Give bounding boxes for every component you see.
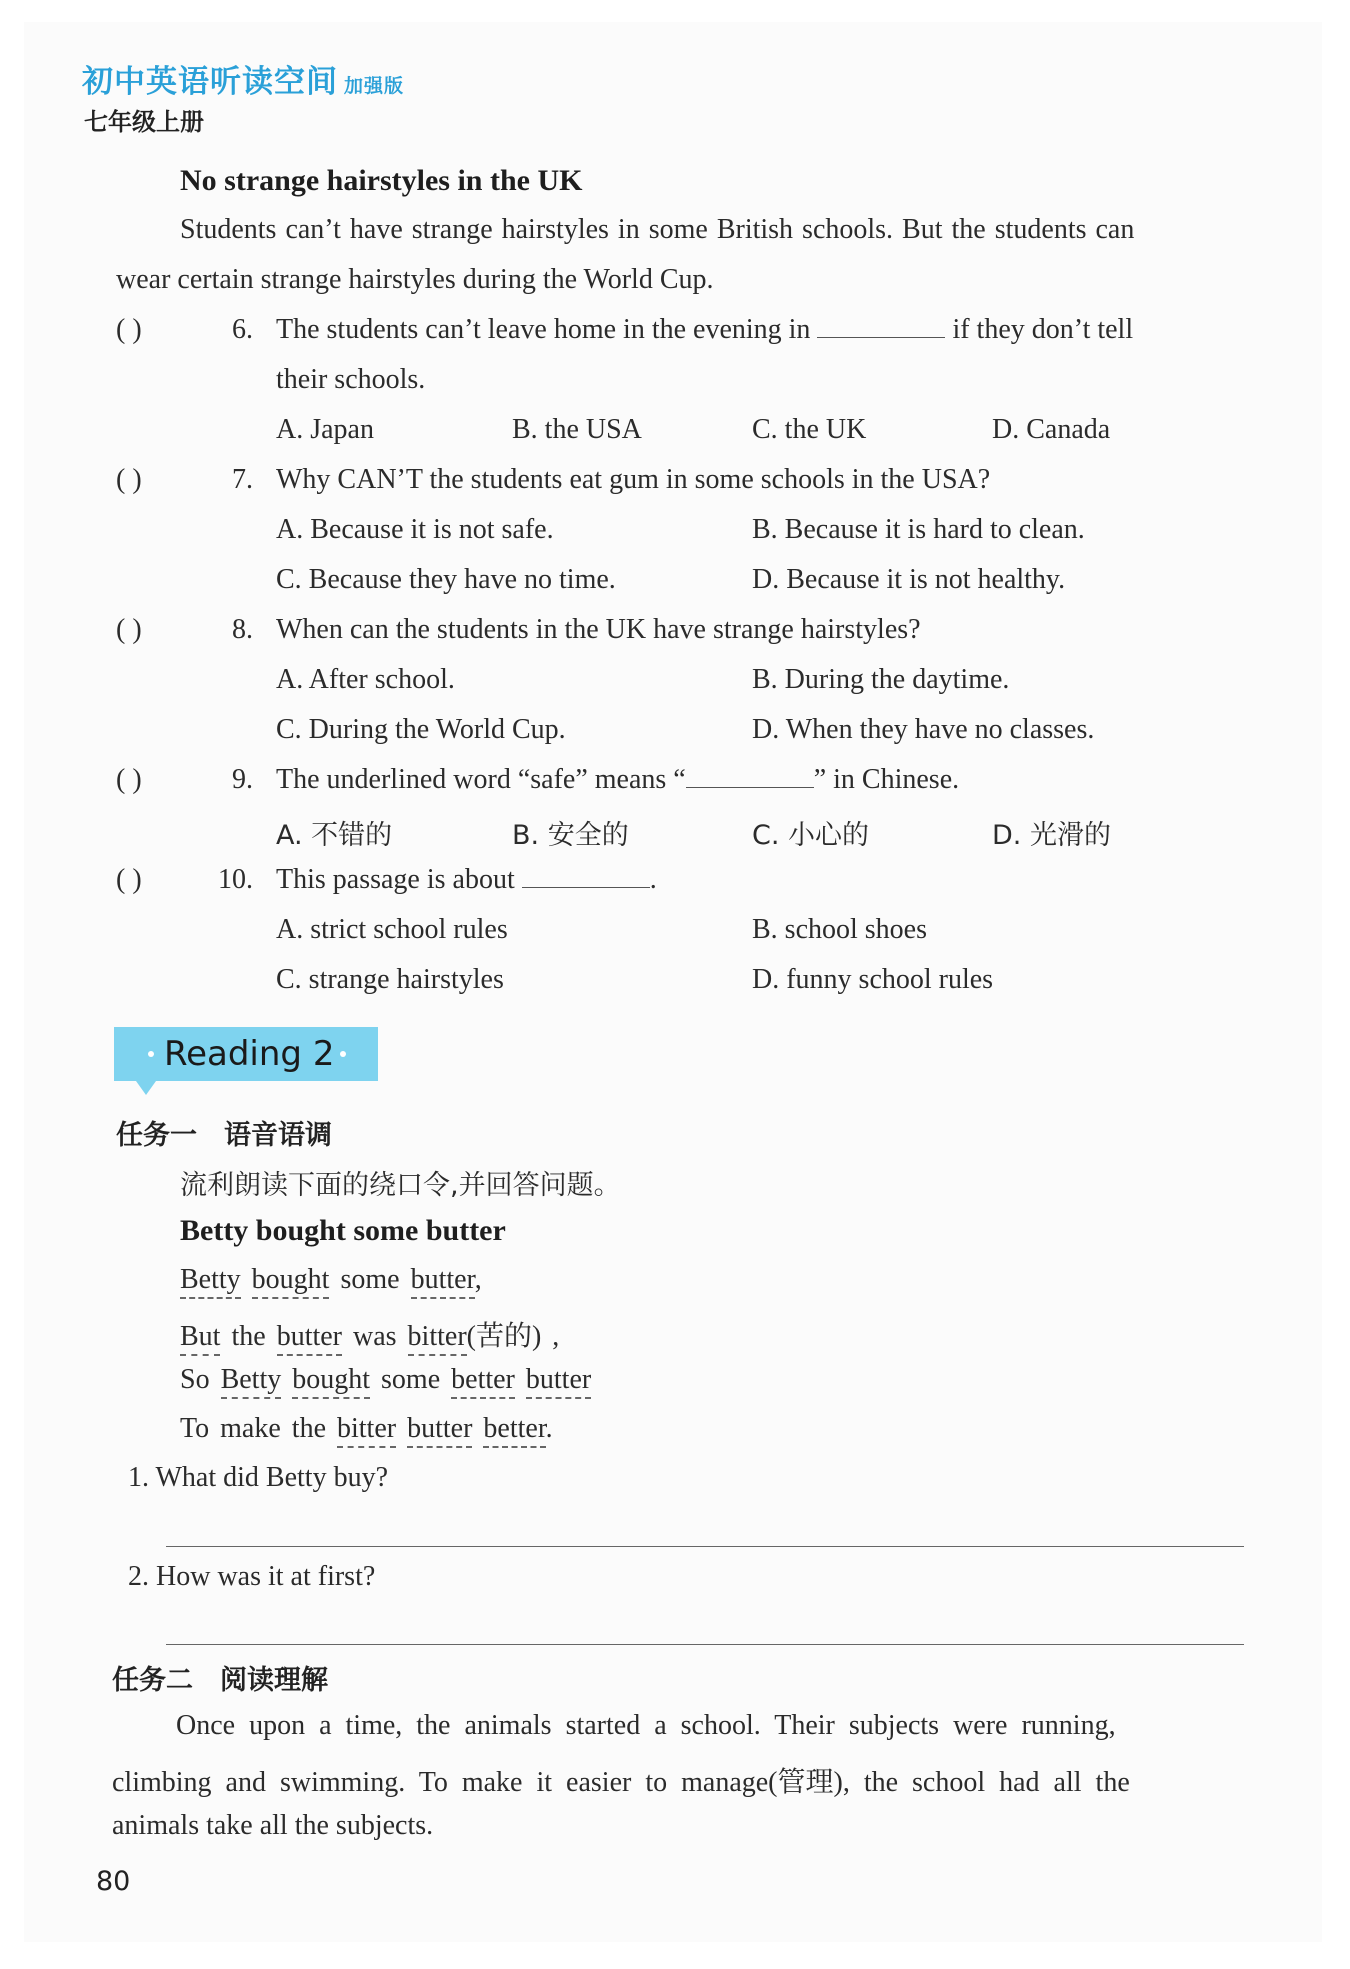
tongue-twister-line-4 xyxy=(180,1413,553,1445)
answer-paren-6[interactable]: ( ) xyxy=(116,314,142,345)
question-10-stem-end: . xyxy=(649,864,657,895)
passage-subtitle: No strange hairstyles in the UK xyxy=(180,164,583,197)
stress-word: butter xyxy=(277,1321,342,1356)
question-8-option-c: C. During the World Cup. xyxy=(276,714,566,745)
question-number-6: 6. xyxy=(232,314,253,345)
tongue-twister-line-1 xyxy=(180,1264,482,1296)
plain-word: the xyxy=(231,1321,266,1352)
answer-paren-7[interactable]: ( ) xyxy=(116,464,142,495)
question-7-option-c: C. Because they have no time. xyxy=(276,564,616,595)
stress-word: better xyxy=(451,1364,515,1399)
task2-passage-line-3: animals take all the subjects. xyxy=(112,1810,434,1841)
task1-instruction: 流利朗读下面的绕口令,并回答问题。 xyxy=(180,1170,621,1201)
stress-word: Betty xyxy=(221,1364,282,1399)
question-7-option-b: B. Because it is hard to clean. xyxy=(752,514,1085,545)
question-8-option-d: D. When they have no classes. xyxy=(752,714,1095,745)
passage-line-2: wear certain strange hairstyles during the World Cup. xyxy=(116,264,714,295)
question-10-blank[interactable] xyxy=(522,865,650,888)
task2-passage-line-2: climbing and swimming. To make it easier to manage(管理), the school had all the xyxy=(112,1767,1130,1798)
grade-label: 七年级上册 xyxy=(84,108,204,136)
stress-word: better xyxy=(483,1413,545,1448)
question-6-stem-line2: their schools. xyxy=(276,364,426,395)
question-6-blank[interactable] xyxy=(817,315,945,338)
question-7-option-a: A. Because it is not safe. xyxy=(276,514,554,545)
question-6-stem xyxy=(276,314,1133,346)
tongue-twister-title: Betty bought some butter xyxy=(180,1214,506,1247)
task2-passage-line-1: Once upon a time, the animals started a school. Their subjects were running, xyxy=(176,1710,1116,1741)
question-9-stem-start: The underlined word “safe” means “ xyxy=(276,764,686,795)
question-number-7: 7. xyxy=(232,464,253,495)
question-7-stem: Why CAN’T the students eat gum in some schools in the USA? xyxy=(276,464,991,495)
question-9-stem-end: ” in Chinese. xyxy=(813,764,960,795)
question-number-10: 10. xyxy=(218,864,253,895)
question-10-stem xyxy=(276,864,657,896)
question-6-stem-end: if they don’t tell xyxy=(952,314,1134,345)
question-10-stem-start: This passage is about xyxy=(276,864,515,895)
answer-paren-10[interactable]: ( ) xyxy=(116,864,142,895)
question-9-option-b: B. 安全的 xyxy=(512,820,629,851)
plain-word: some xyxy=(381,1364,441,1395)
question-8-stem: When can the students in the UK have strange hairstyles? xyxy=(276,614,921,645)
book-brand xyxy=(82,56,404,101)
stress-word: But xyxy=(180,1321,220,1356)
plain-word: some xyxy=(340,1264,400,1295)
brand-title: 初中英语听读空间 xyxy=(82,64,338,100)
question-9-option-a: A. 不错的 xyxy=(276,820,393,851)
task1-question-1: 1. What did Betty buy? xyxy=(128,1462,388,1493)
question-10-option-d: D. funny school rules xyxy=(752,964,994,995)
workbook-page xyxy=(24,22,1322,1942)
question-6-stem-start: The students can’t leave home in the evening in xyxy=(276,314,811,345)
stress-word: butter xyxy=(411,1264,475,1299)
tongue-twister-line-2 xyxy=(180,1314,559,1354)
gloss-text: (苦的) , xyxy=(466,1321,560,1352)
question-10-option-b: B. school shoes xyxy=(752,914,927,945)
question-9-option-d: D. 光滑的 xyxy=(992,820,1111,851)
punctuation: . xyxy=(545,1413,553,1444)
plain-word: To make the xyxy=(180,1413,326,1444)
brand-subtitle: 加强版 xyxy=(344,75,405,97)
question-6-option-c: C. the UK xyxy=(752,414,867,445)
stress-word: bought xyxy=(292,1364,370,1399)
question-6-option-b: B. the USA xyxy=(512,414,642,445)
question-10-option-c: C. strange hairstyles xyxy=(276,964,504,995)
stress-word: bought xyxy=(252,1264,330,1299)
stress-word: Betty xyxy=(180,1264,241,1299)
plain-word: So xyxy=(180,1364,210,1395)
section-banner-label: Reading 2 xyxy=(164,1034,335,1074)
question-7-option-d: D. Because it is not healthy. xyxy=(752,564,1066,595)
question-8-option-b: B. During the daytime. xyxy=(752,664,1010,695)
question-number-9: 9. xyxy=(232,764,253,795)
question-9-blank[interactable] xyxy=(686,765,814,788)
task1-question-2: 2. How was it at first? xyxy=(128,1561,376,1592)
answer-paren-9[interactable]: ( ) xyxy=(116,764,142,795)
passage-line-1: Students can’t have strange hairstyles in some British schools. But the students can xyxy=(180,214,1135,245)
stress-word: butter xyxy=(526,1364,591,1399)
banner-dot-left xyxy=(148,1051,154,1057)
section-banner xyxy=(114,1027,378,1081)
stress-word: bitter xyxy=(337,1413,396,1448)
question-9-stem xyxy=(276,764,959,796)
punctuation: , xyxy=(474,1264,482,1295)
question-10-option-a: A. strict school rules xyxy=(276,914,508,945)
task1-heading: 任务一 语音语调 xyxy=(116,1120,332,1151)
page-number: 80 xyxy=(96,1866,131,1897)
question-8-option-a: A. After school. xyxy=(276,664,455,695)
banner-dot-right xyxy=(340,1051,346,1057)
answer-line-2[interactable] xyxy=(166,1644,1244,1645)
tongue-twister-line-3 xyxy=(180,1364,591,1396)
answer-line-1[interactable] xyxy=(166,1546,1244,1547)
question-6-option-a: A. Japan xyxy=(276,414,374,445)
question-number-8: 8. xyxy=(232,614,253,645)
plain-word: was xyxy=(353,1321,397,1352)
stress-word: butter xyxy=(407,1413,472,1448)
answer-paren-8[interactable]: ( ) xyxy=(116,614,142,645)
question-6-option-d: D. Canada xyxy=(992,414,1111,445)
task2-heading: 任务二 阅读理解 xyxy=(112,1665,328,1696)
stress-word: bitter xyxy=(408,1321,467,1356)
question-9-option-c: C. 小心的 xyxy=(752,820,870,851)
